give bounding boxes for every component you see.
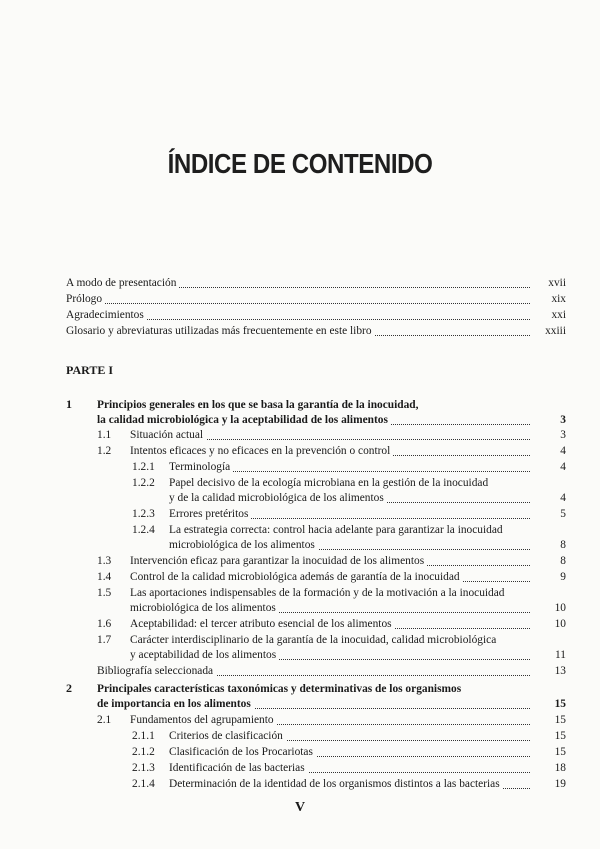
toc-entry[interactable] [66, 427, 566, 443]
toc-page-number: 15 [554, 746, 566, 758]
page-number: V [294, 800, 306, 815]
toc-page-number: 4 [560, 461, 566, 473]
toc-entry-line: 1.2.4 La estrategia correcta: control hacia adelante para garantizar la inocuidad [66, 522, 566, 538]
toc-entry-number: 1.2.3 [132, 508, 155, 520]
toc-entry-text: Intentos eficaces y no eficaces en la prevención o control [130, 445, 393, 457]
toc-page-number: 19 [554, 778, 566, 790]
chapter-number: 1 [66, 397, 72, 411]
toc-entry-number: 2.1.1 [132, 730, 155, 742]
toc-entry-text: la calidad microbiológica y la aceptabilidad de los alimentos [97, 414, 391, 426]
toc-entry-number: 1.2.1 [132, 461, 155, 473]
toc-entry-text: Errores pretéritos [169, 508, 251, 520]
toc-entry[interactable] [66, 490, 566, 506]
toc-entry-text: y de la calidad microbiológica de los alimentos [169, 492, 387, 504]
toc-entry-text: microbiológica de los alimentos [130, 602, 279, 614]
toc-entry-text: Determinación de la identidad de los organismos distintos a las bacterias [169, 778, 503, 790]
toc-entry[interactable] [66, 712, 566, 728]
toc-page-number: 8 [560, 555, 566, 567]
toc-entry-glosario[interactable] [66, 323, 566, 339]
toc-entry-text: Criterios de clasificación [169, 730, 286, 742]
toc-page-number: 8 [560, 539, 566, 551]
toc-entry-text: de importancia en los alimentos [97, 698, 254, 710]
toc-entry-text: Fundamentos del agrupamiento [130, 714, 277, 726]
toc-entry-number: 1.6 [97, 618, 112, 630]
toc-page-number: 3 [560, 429, 566, 441]
toc-entry-number: 1.2 [97, 445, 112, 457]
toc-entry-number: 1.5 [97, 587, 112, 599]
toc-entry-number: 1.2.2 [132, 477, 155, 489]
toc-page-number: xix [551, 293, 566, 305]
toc-entry-text: Intervención eficaz para garantizar la inocuidad de los alimentos [130, 555, 427, 567]
toc-entry[interactable] [66, 506, 566, 522]
toc-entry-number: 1.3 [97, 555, 112, 567]
toc-entry-text: Identificación de las bacterias [169, 762, 308, 774]
toc-entry-text: Bibliografía seleccionada [97, 665, 216, 677]
toc-entry-prologo[interactable] [66, 291, 566, 307]
toc-entry-agradecimientos[interactable] [66, 307, 566, 323]
chapter-title-line: Principales características taxonómicas y determinativas de los organismos [66, 681, 566, 697]
toc-entry-line: 1.5 Las aportaciones indispensables de la formación y de la motivación a la inocuidad [66, 585, 566, 601]
toc-page-number: 5 [560, 508, 566, 520]
toc-entry-text: Clasificación de los Procariotas [169, 746, 316, 758]
toc-entry[interactable] [66, 647, 566, 663]
toc-page-number: 15 [554, 714, 566, 726]
toc-entry[interactable] [66, 616, 566, 632]
toc-entry-line: 1.7 Carácter interdisciplinario de la garantía de la inocuidad, calidad microbiológica [66, 632, 566, 648]
toc-entry-number: 2.1.4 [132, 778, 155, 790]
toc-entry-number: 1.4 [97, 571, 112, 583]
toc-entry-text: Agradecimientos [66, 309, 147, 321]
toc-entry[interactable] [66, 776, 566, 792]
part-heading: PARTE I [66, 363, 114, 377]
toc-entry-text: Aceptabilidad: el tercer atributo esencial de los alimentos [130, 618, 395, 630]
toc-entry-number: 1.1 [97, 429, 112, 441]
toc-entry-number: 2.1.2 [132, 746, 155, 758]
toc-entry[interactable] [66, 459, 566, 475]
chapter-number: 2 [66, 681, 72, 695]
toc-page-number: xvii [548, 277, 566, 289]
page-title: ÍNDICE DE CONTENIDO [167, 148, 433, 179]
toc-page-number: xxi [551, 309, 566, 321]
toc-entry-text: Situación actual [130, 429, 206, 441]
toc-entry[interactable] [66, 728, 566, 744]
toc-entry[interactable] [66, 553, 566, 569]
toc-entry-text: Prólogo [66, 293, 105, 305]
toc-entry-text: y aceptabilidad de los alimentos [130, 649, 279, 661]
toc-chapter-1[interactable] [66, 412, 566, 428]
toc-page-number: 18 [554, 762, 566, 774]
toc-entry-text: microbiológica de los alimentos [169, 539, 318, 551]
toc-page-number: 4 [560, 492, 566, 504]
toc-entry[interactable] [66, 537, 566, 553]
toc-page-number: 11 [555, 649, 566, 661]
toc-entry-number: 2.1.3 [132, 762, 155, 774]
toc-entry[interactable] [66, 569, 566, 585]
toc-entry-presentacion[interactable] [66, 275, 566, 291]
toc-entry-line: 1.2.2 Papel decisivo de la ecología microbiana en la gestión de la inocuidad [66, 475, 566, 491]
toc-chapter-2[interactable] [66, 696, 566, 712]
toc-entry[interactable] [66, 600, 566, 616]
toc-page-number: 10 [554, 618, 566, 630]
toc-entry-text: Glosario y abreviaturas utilizadas más frecuentemente en este libro [66, 325, 375, 337]
chapter-title-line: Principios generales en los que se basa la garantía de la inocuidad, [66, 397, 566, 413]
toc-entry-text: A modo de presentación [66, 277, 179, 289]
toc-entry[interactable] [66, 760, 566, 776]
toc-page-number: 15 [554, 730, 566, 742]
toc-page-number: xxiii [545, 325, 566, 337]
toc-page-number: 13 [554, 665, 566, 677]
toc-entry-number: 2.1 [97, 714, 112, 726]
toc-entry-text: Terminología [169, 461, 233, 473]
toc-entry-number: 1.2.4 [132, 524, 155, 536]
toc-page-number: 3 [560, 414, 566, 426]
toc-entry[interactable] [66, 744, 566, 760]
toc-page-number: 4 [560, 445, 566, 457]
toc-entry-number: 1.7 [97, 634, 112, 646]
toc-page-number: 10 [554, 602, 566, 614]
toc-page-number: 9 [560, 571, 566, 583]
toc-entry[interactable] [66, 443, 566, 459]
toc-entry-text: Control de la calidad microbiológica además de garantía de la inocuidad [130, 571, 463, 583]
toc-page-number: 15 [554, 698, 566, 710]
toc-entry-bibliografia[interactable] [66, 663, 566, 679]
